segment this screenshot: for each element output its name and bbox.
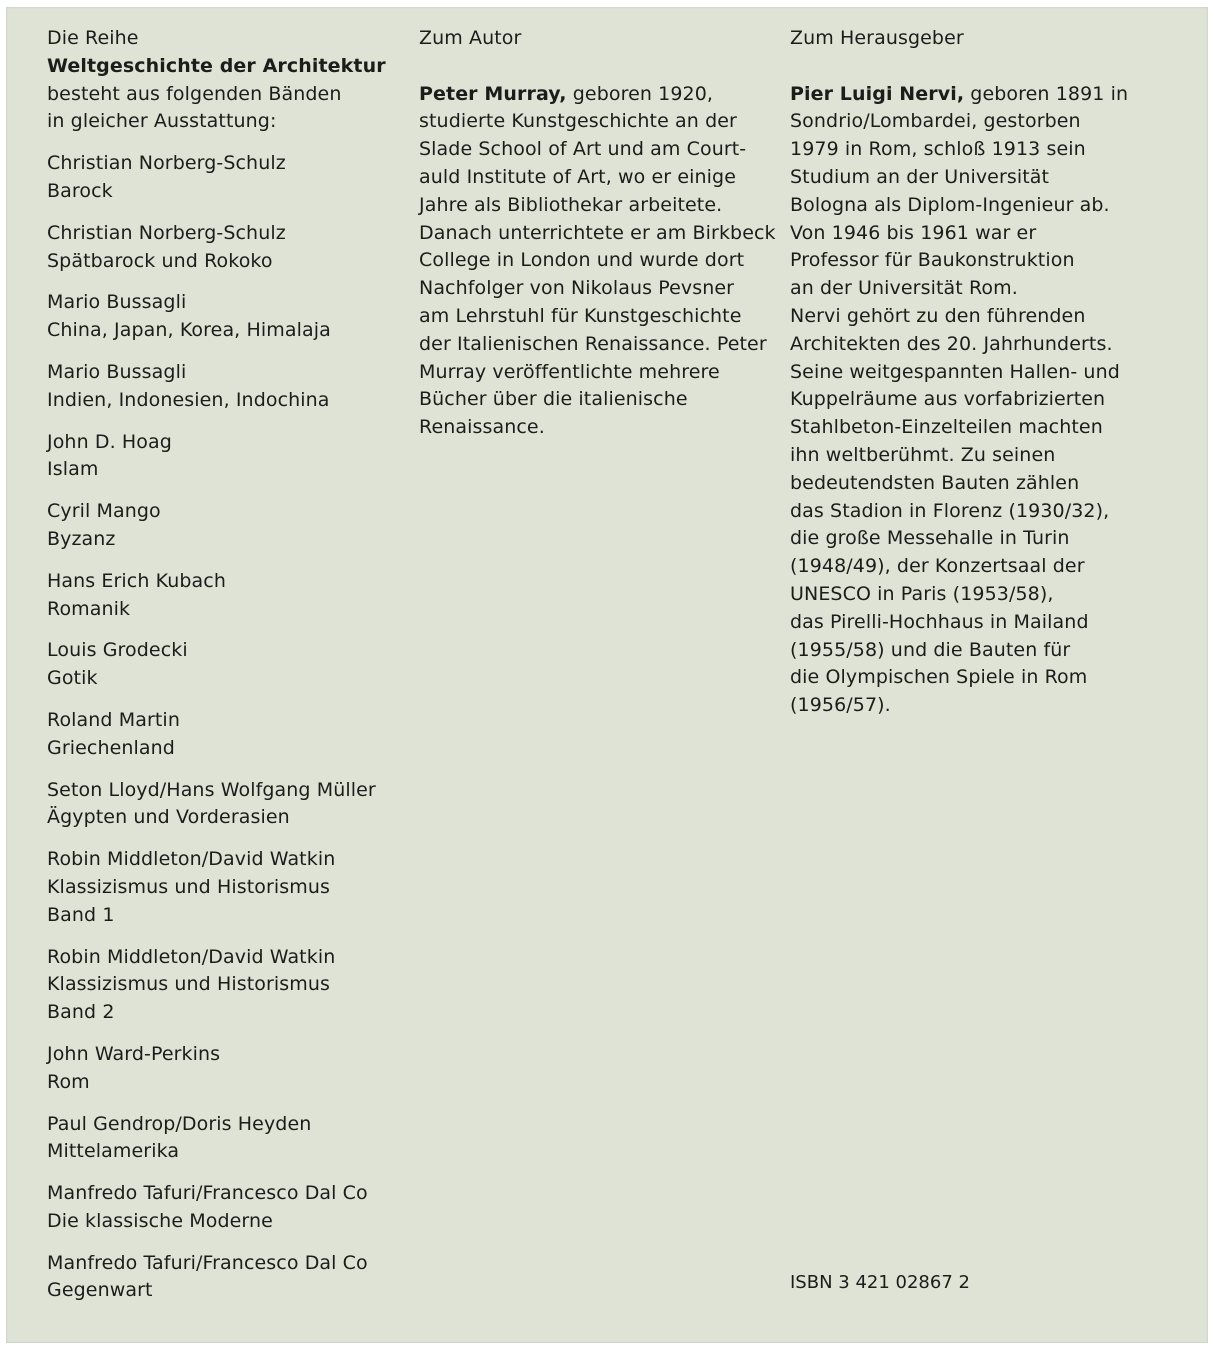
editor-bio-line: 1979 in Rom, schloß 1913 sein: [790, 138, 1086, 161]
editor-first-line-rest: geboren 1891 in: [964, 82, 1129, 105]
editor-bio-line: ihn weltberühmt. Zu seinen: [790, 443, 1056, 466]
book-list: [47, 150, 407, 1305]
book-author: Manfredo Tafuri/Francesco Dal Co: [47, 1182, 368, 1205]
editor-first-line: [790, 81, 1150, 109]
book-author: Robin Middleton/David Watkin: [47, 945, 336, 968]
editor-bio-line: bedeutendsten Bauten zählen: [790, 471, 1080, 494]
book-title: Romanik: [47, 597, 131, 620]
editor-heading: Zum Herausgeber: [790, 27, 964, 49]
author-name: Peter Murray,: [419, 82, 567, 105]
author-bio-line: Renaissance.: [419, 416, 545, 439]
author-first-line-rest: geboren 1920,: [566, 82, 714, 105]
book-entry: [47, 150, 407, 206]
editor-bio-line: Bologna als Diplom-Ingenieur ab.: [790, 193, 1110, 216]
editor-bio-line: Professor für Baukonstruktion: [790, 249, 1075, 272]
editor-bio-line: das Pirelli-Hochhaus in Mailand: [790, 610, 1089, 633]
book-entry: [47, 498, 407, 554]
book-title: Indien, Indonesien, Indochina: [47, 388, 330, 411]
book-title: Byzanz: [47, 527, 116, 550]
series-intro-line: in gleicher Ausstattung:: [47, 110, 277, 133]
author-bio: [419, 108, 779, 442]
book-title: Mittelamerika: [47, 1140, 180, 1163]
book-author: Roland Martin: [47, 708, 180, 731]
book-author: Robin Middleton/David Watkin: [47, 848, 336, 871]
series-list-column: [47, 25, 407, 1319]
editor-bio-line: Sondrio/Lombardei, gestorben: [790, 110, 1081, 133]
editor-name: Pier Luigi Nervi,: [790, 82, 965, 105]
author-bio-line: Danach unterrichtete er am Birkbeck: [419, 221, 776, 244]
book-entry: [47, 429, 407, 485]
book-author: Seton Lloyd/Hans Wolfgang Müller: [47, 778, 376, 801]
editor-bio-line: UNESCO in Paris (1953/58),: [790, 582, 1054, 605]
editor-bio-line: Kuppelräume aus vorfabrizierten: [790, 388, 1106, 411]
book-author: Christian Norberg-Schulz: [47, 221, 286, 244]
editor-bio-line: Nervi gehört zu den führenden: [790, 304, 1086, 327]
author-bio-line: auld Institute of Art, wo er einige: [419, 165, 736, 188]
author-bio-line: der Italienischen Renaissance. Peter: [419, 332, 767, 355]
editor-bio-line: Studium an der Universität: [790, 165, 1050, 188]
author-bio-line: Bücher über die italienische: [419, 388, 688, 411]
editor-column: [790, 25, 1150, 720]
book-title: Klassizismus und Historismus: [47, 875, 331, 898]
editor-bio-line: die große Messehalle in Turin: [790, 527, 1070, 550]
book-entry: [47, 1180, 407, 1236]
author-bio-line: College in London und wurde dort: [419, 249, 745, 272]
editor-bio-line: Architekten des 20. Jahrhunderts.: [790, 332, 1113, 355]
book-entry: [47, 1041, 407, 1097]
book-author: John D. Hoag: [47, 430, 172, 453]
author-heading: Zum Autor: [419, 27, 522, 49]
book-author: Cyril Mango: [47, 500, 161, 523]
book-entry: [47, 289, 407, 345]
author-bio-line: Jahre als Bibliothekar arbeitete.: [419, 193, 723, 216]
series-title: Weltgeschichte der Architektur: [47, 54, 386, 77]
book-author: Manfredo Tafuri/Francesco Dal Co: [47, 1251, 368, 1274]
editor-bio-line: (1948/49), der Konzertsaal der: [790, 555, 1085, 578]
editor-bio-line: an der Universität Rom.: [790, 277, 1018, 300]
book-entry: [47, 707, 407, 763]
series-intro-line: Die Reihe: [47, 27, 139, 49]
series-intro: [47, 25, 407, 136]
series-intro-line: besteht aus folgenden Bänden: [47, 82, 342, 105]
author-bio-line: Nachfolger von Nikolaus Pevsner: [419, 277, 735, 300]
book-author: Paul Gendrop/Doris Heyden: [47, 1112, 312, 1135]
book-entry: [47, 220, 407, 276]
book-title: China, Japan, Korea, Himalaja: [47, 319, 331, 342]
book-entry: [47, 359, 407, 415]
editor-bio-line: Seine weitgespannten Hallen- und: [790, 360, 1120, 383]
editor-bio-line: Von 1946 bis 1961 war er: [790, 221, 1037, 244]
book-entry: [47, 637, 407, 693]
author-bio-line: Slade School of Art und am Court-: [419, 138, 747, 161]
editor-bio-line: Stahlbeton-Einzelteilen machten: [790, 416, 1103, 439]
book-entry: [47, 1111, 407, 1167]
book-author: Mario Bussagli: [47, 360, 187, 383]
editor-bio-line: (1956/57).: [790, 694, 891, 717]
editor-bio-line: die Olympischen Spiele in Rom: [790, 666, 1088, 689]
book-title: Gegenwart: [47, 1279, 153, 1302]
book-author: Hans Erich Kubach: [47, 569, 226, 592]
author-first-line: [419, 81, 779, 109]
book-title: Griechenland: [47, 736, 175, 759]
editor-bio-line: das Stadion in Florenz (1930/32),: [790, 499, 1110, 522]
book-entry: [47, 846, 407, 929]
book-author: John Ward-Perkins: [47, 1042, 221, 1065]
book-title: Spätbarock und Rokoko: [47, 249, 273, 272]
book-title: Rom: [47, 1070, 90, 1093]
author-column: [419, 25, 779, 442]
isbn: ISBN 3 421 02867 2: [790, 1272, 970, 1293]
author-bio-line: studierte Kunstgeschichte an der: [419, 110, 737, 133]
book-entry: [47, 568, 407, 624]
book-author: Mario Bussagli: [47, 291, 187, 314]
author-bio-line: Murray veröffentlichte mehrere: [419, 360, 720, 383]
book-title: Die klassische Moderne: [47, 1209, 273, 1232]
author-bio-line: am Lehrstuhl für Kunstgeschichte: [419, 304, 742, 327]
book-title: Klassizismus und Historismus: [47, 973, 331, 996]
book-title: Islam: [47, 458, 99, 481]
book-entry: [47, 1250, 407, 1306]
book-title: Barock: [47, 179, 113, 202]
book-entry: [47, 777, 407, 833]
book-volume: Band 2: [47, 1001, 115, 1024]
editor-bio: [790, 108, 1150, 720]
book-author: Louis Grodecki: [47, 639, 188, 662]
editor-bio-line: (1955/58) und die Bauten für: [790, 638, 1071, 661]
book-title: Gotik: [47, 667, 98, 690]
book-title: Ägypten und Vorderasien: [47, 806, 290, 829]
book-volume: Band 1: [47, 903, 115, 926]
book-entry: [47, 944, 407, 1027]
book-author: Christian Norberg-Schulz: [47, 152, 286, 175]
